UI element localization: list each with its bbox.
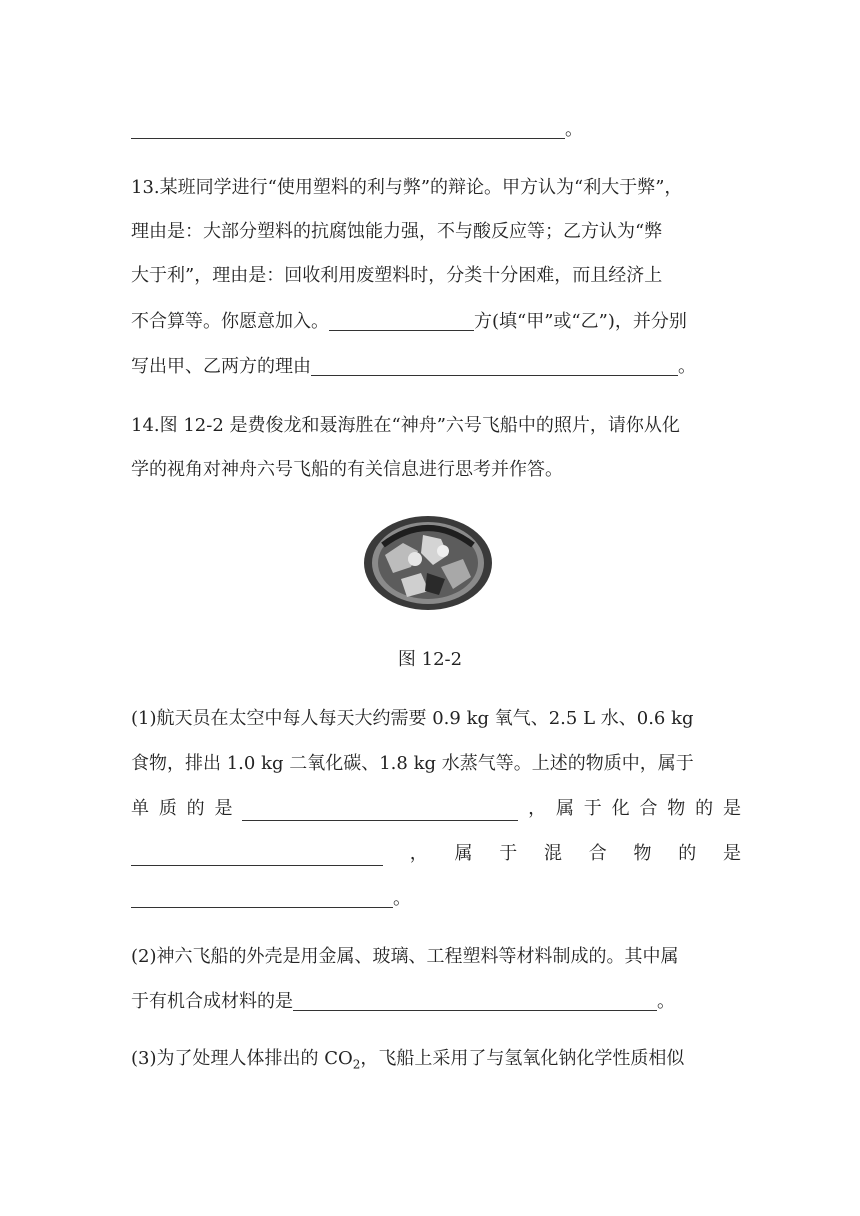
answer-line-top: 。 (131, 118, 741, 142)
q13-line-1: 13.某班同学进行“使用塑料的利与弊”的辩论。甲方认为“利大于弊”， (131, 177, 683, 198)
answer-blank[interactable] (131, 118, 565, 139)
q13-line-2: 理由是：大部分塑料的抗腐蚀能力强，不与酸反应等；乙方认为“弊 (131, 221, 663, 242)
q13-line-4: 不合算等。你愿意加入。 方(填“甲”或“乙”)，并分别 (131, 311, 687, 332)
q14-p1-line-2: 食物，排出 1.0 kg 二氧化碳、1.8 kg 水蒸气等。上述的物质中，属于 (131, 753, 694, 774)
q14-p2-line-1: (2)神六飞船的外壳是用金属、玻璃、工程塑料等材料制成的。其中属 (131, 946, 679, 967)
element-blank[interactable] (242, 800, 518, 821)
q14-line-1: 14.图 12-2 是费俊龙和聂海胜在“神舟”六号飞船中的照片，请你从化 (131, 415, 680, 436)
figure-caption: 图 12-2 (397, 649, 463, 670)
spacecraft-photo (363, 515, 493, 610)
q14-p2-line-2: 于有机合成材料的是 。 (131, 991, 675, 1012)
q14-p1-line-4: ， 属 于 混 合 物 的 是 (131, 842, 741, 866)
q14-p3-line-1: (3)为了处理人体排出的 $CO_2$，飞船上采用了与氢氧化钠化学性质相似 (131, 1048, 685, 1072)
q13-line-5: 写出甲、乙两方的理由 。 (131, 356, 696, 377)
q13-side-blank[interactable] (329, 310, 474, 331)
q14-line-2: 学的视角对神舟六号飞船的有关信息进行思考并作答。 (131, 459, 563, 480)
q13-line-3: 大于利”，理由是：回收利用废塑料时，分类十分困难，而且经济上 (131, 265, 663, 286)
q14-p1-line-3: 单 质 的 是 ， 属 于 化 合 物 的 是 (131, 798, 741, 819)
q14-p1-line-5: 。 (131, 887, 741, 911)
mixture-blank[interactable] (131, 887, 393, 908)
synthetic-material-blank[interactable] (293, 990, 657, 1011)
q13-reason-blank[interactable] (311, 355, 678, 376)
q14-p1-line-1: (1)航天员在太空中每人每天大约需要 0.9 kg 氧气、2.5 L 水、0.6 kg (131, 708, 694, 729)
compound-blank[interactable] (131, 845, 383, 866)
